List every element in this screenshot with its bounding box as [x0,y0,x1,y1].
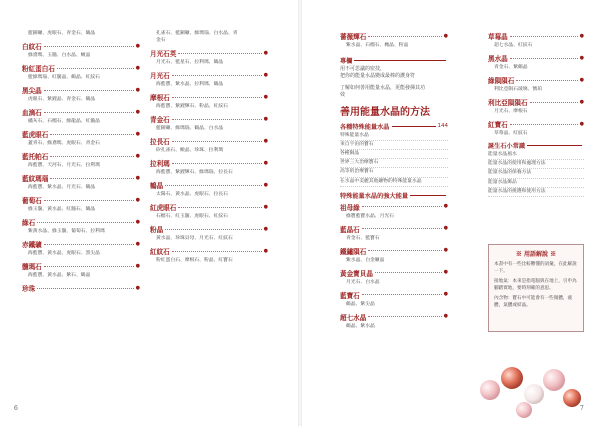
bullet-icon: ● [579,54,584,61]
entry-related-stones: 紫黃水晶、綠玉髓、葡萄石、拉利瑪 [28,229,105,234]
index-entry [22,62,140,81]
toc-item: 高等的治療寶石 [340,168,448,177]
entry-title: 紅寶石 [488,121,508,129]
entry-related-stones: 綠玉髓、黃水晶、紅髓石、鶴晶 [28,207,96,212]
list-item: 能量水晶的使用和處理方法 [488,160,584,169]
entry-heading [150,113,268,125]
bullet-icon: ● [443,291,448,298]
glossary-paragraph: 本書中有一些比較難懂的詞彙，在此解說一下。 [494,262,577,274]
index-entry [150,113,268,132]
entry-heading [22,260,140,272]
toc-page-number: 144 [437,123,448,130]
entry-related-stones: 鶴晶、紫尖晶 [346,301,375,307]
entry-heading [22,84,140,96]
entry-heading [150,47,268,59]
entry-heading [488,30,584,42]
entry-heading [22,238,140,250]
entry-heading [340,30,448,42]
entry-title: 青金石 [150,116,170,124]
entry-heading [488,118,584,130]
page-number-left: 6 [14,405,18,412]
bullet-icon: ● [263,225,268,232]
entry-related-stones: 鶴晶、紫水晶 [346,323,375,329]
entry-related-stones: 月光石、藍星石、拉利瑪、鶴晶 [156,60,224,65]
entry-title: 髓瑪石 [22,263,42,271]
entry-title: 粉紅蛋白石 [22,65,55,73]
entry-title: 紅紋石 [150,248,170,256]
index-entry [488,30,584,49]
bullet-icon: ● [263,49,268,56]
entry-heading [340,267,448,279]
index-entry [22,40,140,59]
entry-title: 藍托帕石 [22,153,49,161]
entry-title: 月光石 [150,72,170,80]
index-entry [22,260,140,279]
entry-related-stones: 綠寶藍寶水晶、月光石 [346,213,394,219]
entry-heading [488,96,584,108]
entry-heading [22,172,140,184]
entry-related-stones: 海藍寶、紫鋰輝石、粉晶、紅紋石 [156,104,228,109]
list-heading [488,140,584,151]
entry-related-stones: 月光石、白水晶 [346,279,380,285]
index-entry [340,289,448,308]
column-title: 專欄 [340,58,353,65]
bullet-icon: ● [135,284,140,291]
entry-related-stones: 綠鳶瑪、玉髓、白水晶、橄晶 [28,53,91,58]
bullet-icon: ● [443,225,448,232]
entry-related-stones: 黃水晶、珍珠貝母、月光石、紅紋石 [156,236,233,241]
bullet-icon: ● [135,174,140,181]
entry-related-stones: 太陽石、黃水晶、虎眼石、拉長石 [156,192,228,197]
crystal-beads-image [468,350,588,420]
bullet-icon: ● [443,269,448,276]
index-entry [340,223,448,242]
entry-related-stones: 矽孔雀石、橄晶、珍珠、拉利瑪 [156,148,224,153]
entry-title: 藍虎眼石 [22,131,49,139]
entry-heading [488,52,584,64]
entry-heading [150,69,268,81]
entry-related-stones: 紫水晶、石榴石、橄晶、粉晶 [346,43,409,48]
index-entry [150,47,268,66]
entry-related-stones: 海藍寶、黃水晶、紫石、鶴晶 [28,273,91,278]
bullet-icon: ● [135,196,140,203]
index-entry [488,74,584,93]
intro-text: 了解如何善用能量水晶，更能發揮其功 效 [340,84,426,99]
entry-title: 葡萄石 [22,197,42,205]
entry-heading [150,135,268,147]
index-entry [22,172,140,191]
glossary-title: ※ 用語解說 ※ [515,251,557,258]
entry-related-stones: 草莓晶、紅紋石 [494,131,528,136]
index-entry [488,96,584,115]
bullet-icon: ● [135,130,140,137]
entry-heading [340,289,448,301]
index-entry [150,223,268,242]
entry-related-stones: 海藍寶、紫水晶、拉利瑪、鶴晶 [156,82,224,87]
entry-heading [22,216,140,228]
bullet-icon: ● [263,71,268,78]
index-entry [340,311,448,330]
entry-related-stones: 蓋青石、綠鳶瑪、虎眼石、青金石 [28,141,100,146]
bullet-icon: ● [443,203,448,210]
entry-related-stones: 海藍寶、紫水晶、月光石、鶴晶 [28,185,96,190]
entry-related-stones: 海藍寶、紫鋰輝石、綠瑪瑙、拉長石 [156,170,233,175]
entry-related-stones: 虎眼石、紫鋰晶、青金石、鶴晶 [28,97,96,102]
entry-related-stones: 藍銅礦、虎眼石、青金石、鶴晶 [28,31,96,36]
index-entry [150,245,268,264]
bullet-icon: ● [135,262,140,269]
bullet-icon: ● [263,93,268,100]
entry-title: 白紋石 [22,43,42,51]
bullet-icon: ● [263,159,268,166]
entry-title: 黑尖晶 [22,87,42,95]
index-entry [150,157,268,176]
list-item: 能量水晶飾品 [488,179,584,188]
index-entry [150,135,268,154]
index-entry [22,216,140,235]
bullet-icon: ● [579,98,584,105]
entry-title: 拉利瑪 [150,160,170,168]
entry-related-stones: 金石 [156,38,166,43]
entry-title: 赤鐵礦 [22,241,42,249]
entry-title: 藍寶石 [340,291,360,300]
entry-related-stones: 月光石、摩根石 [494,109,528,114]
entry-title: 血滴石 [22,109,42,117]
entry-related-stones: 利比亞隕石玻璃、號珀 [494,87,542,92]
entry-title: 祖母綠 [340,203,360,212]
toc-section-heading [340,190,448,201]
entry-title: 紅虎眼石 [150,204,177,212]
index-entry [22,194,140,213]
toc-item: 在水晶中美麗其他礦物的特殊能量水晶 [340,178,448,187]
entry-related-stones: 超七水晶、紅紋石 [494,43,533,48]
index-entry [22,150,140,169]
index-entry [340,245,448,264]
entry-heading [340,311,448,323]
bullet-icon: ● [135,108,140,115]
entry-heading [150,223,268,235]
bullet-icon: ● [135,64,140,71]
entry-title: 黑水晶 [488,55,508,63]
index-entry [150,69,268,88]
entry-related-stones: 紫水晶、白金礦晶 [346,257,385,263]
entry-title: 黃金寶貝晶 [340,269,373,278]
entry-title: 粉晶 [150,226,164,234]
entry-related-stones: 藍綠瑪瑙、紅髓晶、鶴晶、紅紋石 [28,75,100,80]
entry-title: 綠石 [22,219,36,227]
entry-title: 藍紋瑪瑙 [22,175,49,183]
entry-title: 摩根石 [150,94,170,102]
bullet-icon: ● [135,86,140,93]
index-entry [22,238,140,257]
entry-heading [340,223,448,235]
toc-section-title: 特殊能量水晶的強大能量 [340,192,409,200]
bullet-icon: ● [263,137,268,144]
entry-title: 鶴晶 [150,182,164,190]
entry-related-stones: 石榴石、紅玉髓、虎眼石、紅紋石 [156,214,228,219]
toc-item: 來自宇宙的寶石 [340,141,448,150]
entry-heading [340,245,448,257]
entry-related-stones: 藍銅礦、綠瑪瑙、鶴晶、白水晶 [156,126,224,131]
left-column-2 [150,30,268,267]
entry-title: 月光石英 [150,50,177,58]
index-entry [150,201,268,220]
entry-title: 薔薇輝石 [340,33,367,41]
entry-heading [22,282,140,294]
index-entry [150,91,268,110]
bullet-icon: ● [263,181,268,188]
bullet-icon: ● [443,313,448,320]
index-entry [488,52,584,71]
entry-title: 拉長石 [150,138,170,146]
bullet-icon: ● [443,32,448,39]
column-subtitle: 用不可思議的密技， 把你的能量水晶變成最棒的護身符 [340,66,416,80]
page-number-right: 7 [580,405,584,412]
entry-heading [22,128,140,140]
index-entry [340,201,448,220]
entry-related-stones: 孔雀石、藍銅礦、綠瑪瑙、白水晶、青 [156,31,238,36]
entry-heading [22,150,140,162]
glossary-box [488,244,584,332]
bullet-icon: ● [263,203,268,210]
index-entry [22,30,140,37]
bullet-icon: ● [263,247,268,254]
entry-heading [22,62,140,74]
entry-related-stones: 青金石、藍寶石 [346,235,380,241]
entry-heading [22,194,140,206]
entry-heading [340,201,448,213]
entry-title: 鐵鏽隕石 [340,247,367,256]
list-heading-text: 誕生石小常識 [488,143,526,150]
bullet-icon: ● [579,76,584,83]
toc-section-title: 各種特殊能量水晶 [340,123,390,131]
entry-heading [150,91,268,103]
entry-heading [150,157,268,169]
entry-heading [22,40,140,52]
bullet-icon: ● [135,218,140,225]
glossary-paragraph: 內含物：寶石中可能會有一些微體，液體，氣體或結晶。 [494,296,573,308]
entry-heading [150,179,268,191]
index-entry [22,128,140,147]
list-item: 能量水晶的保養方法 [488,169,584,178]
index-entry [22,282,140,294]
right-column-2 [488,30,584,197]
right-column-1 [340,30,448,333]
index-entry [340,267,448,286]
index-entry [150,179,268,198]
list-item: 能量水晶的挑選和使用方法 [488,188,584,197]
entry-title: 草莓晶 [488,33,508,41]
bullet-icon: ● [443,247,448,254]
entry-heading [488,74,584,86]
entry-title: 珍珠 [22,285,36,293]
entry-heading [150,201,268,213]
glossary-paragraph: 接地氣：本來是指電腦與在地上，引申為腳踏實地，要時刻確的意思。 [494,279,577,291]
index-entry [340,30,448,49]
toc-item: 特殊能量水晶 [340,132,448,141]
index-entry [488,118,584,137]
entry-related-stones: 青金石、紫鶴晶 [494,65,528,70]
toc-item: 各種隕晶 [340,150,448,159]
list-item: 能量水晶風水 [488,151,584,160]
bullet-icon: ● [135,42,140,49]
entry-related-stones: 粉紅蛋白石、摩根石、粉晶、紅寶石 [156,258,233,263]
entry-related-stones: 海藍寶、天河石、月光石、拉利瑪 [28,163,100,168]
entry-title: 藍晶石 [340,225,360,234]
index-entry [150,30,268,44]
entry-related-stones: 海藍寶、黃水晶、虎眼石、黑尖晶 [28,251,100,256]
entry-heading [22,106,140,118]
column-heading [340,55,448,66]
toc-section-heading [340,121,448,132]
toc-item: 世界三大治療寶石 [340,159,448,168]
entry-related-stones: 橘灰石、石榴石、綠龍晶、紅髓晶 [28,119,100,124]
section-big-heading: 善用能量水晶的方法 [340,106,430,118]
bullet-icon: ● [579,120,584,127]
bullet-icon: ● [135,240,140,247]
entry-title: 利比亞隕隕石 [488,99,528,107]
entry-title: 綠隕隕石 [488,77,515,85]
index-entry [22,84,140,103]
bullet-icon: ● [135,152,140,159]
entry-title: 超七水晶 [340,313,367,322]
left-column-1 [22,30,140,297]
entry-heading [150,245,268,257]
bullet-icon: ● [263,115,268,122]
index-entry [22,106,140,125]
bullet-icon: ● [579,32,584,39]
